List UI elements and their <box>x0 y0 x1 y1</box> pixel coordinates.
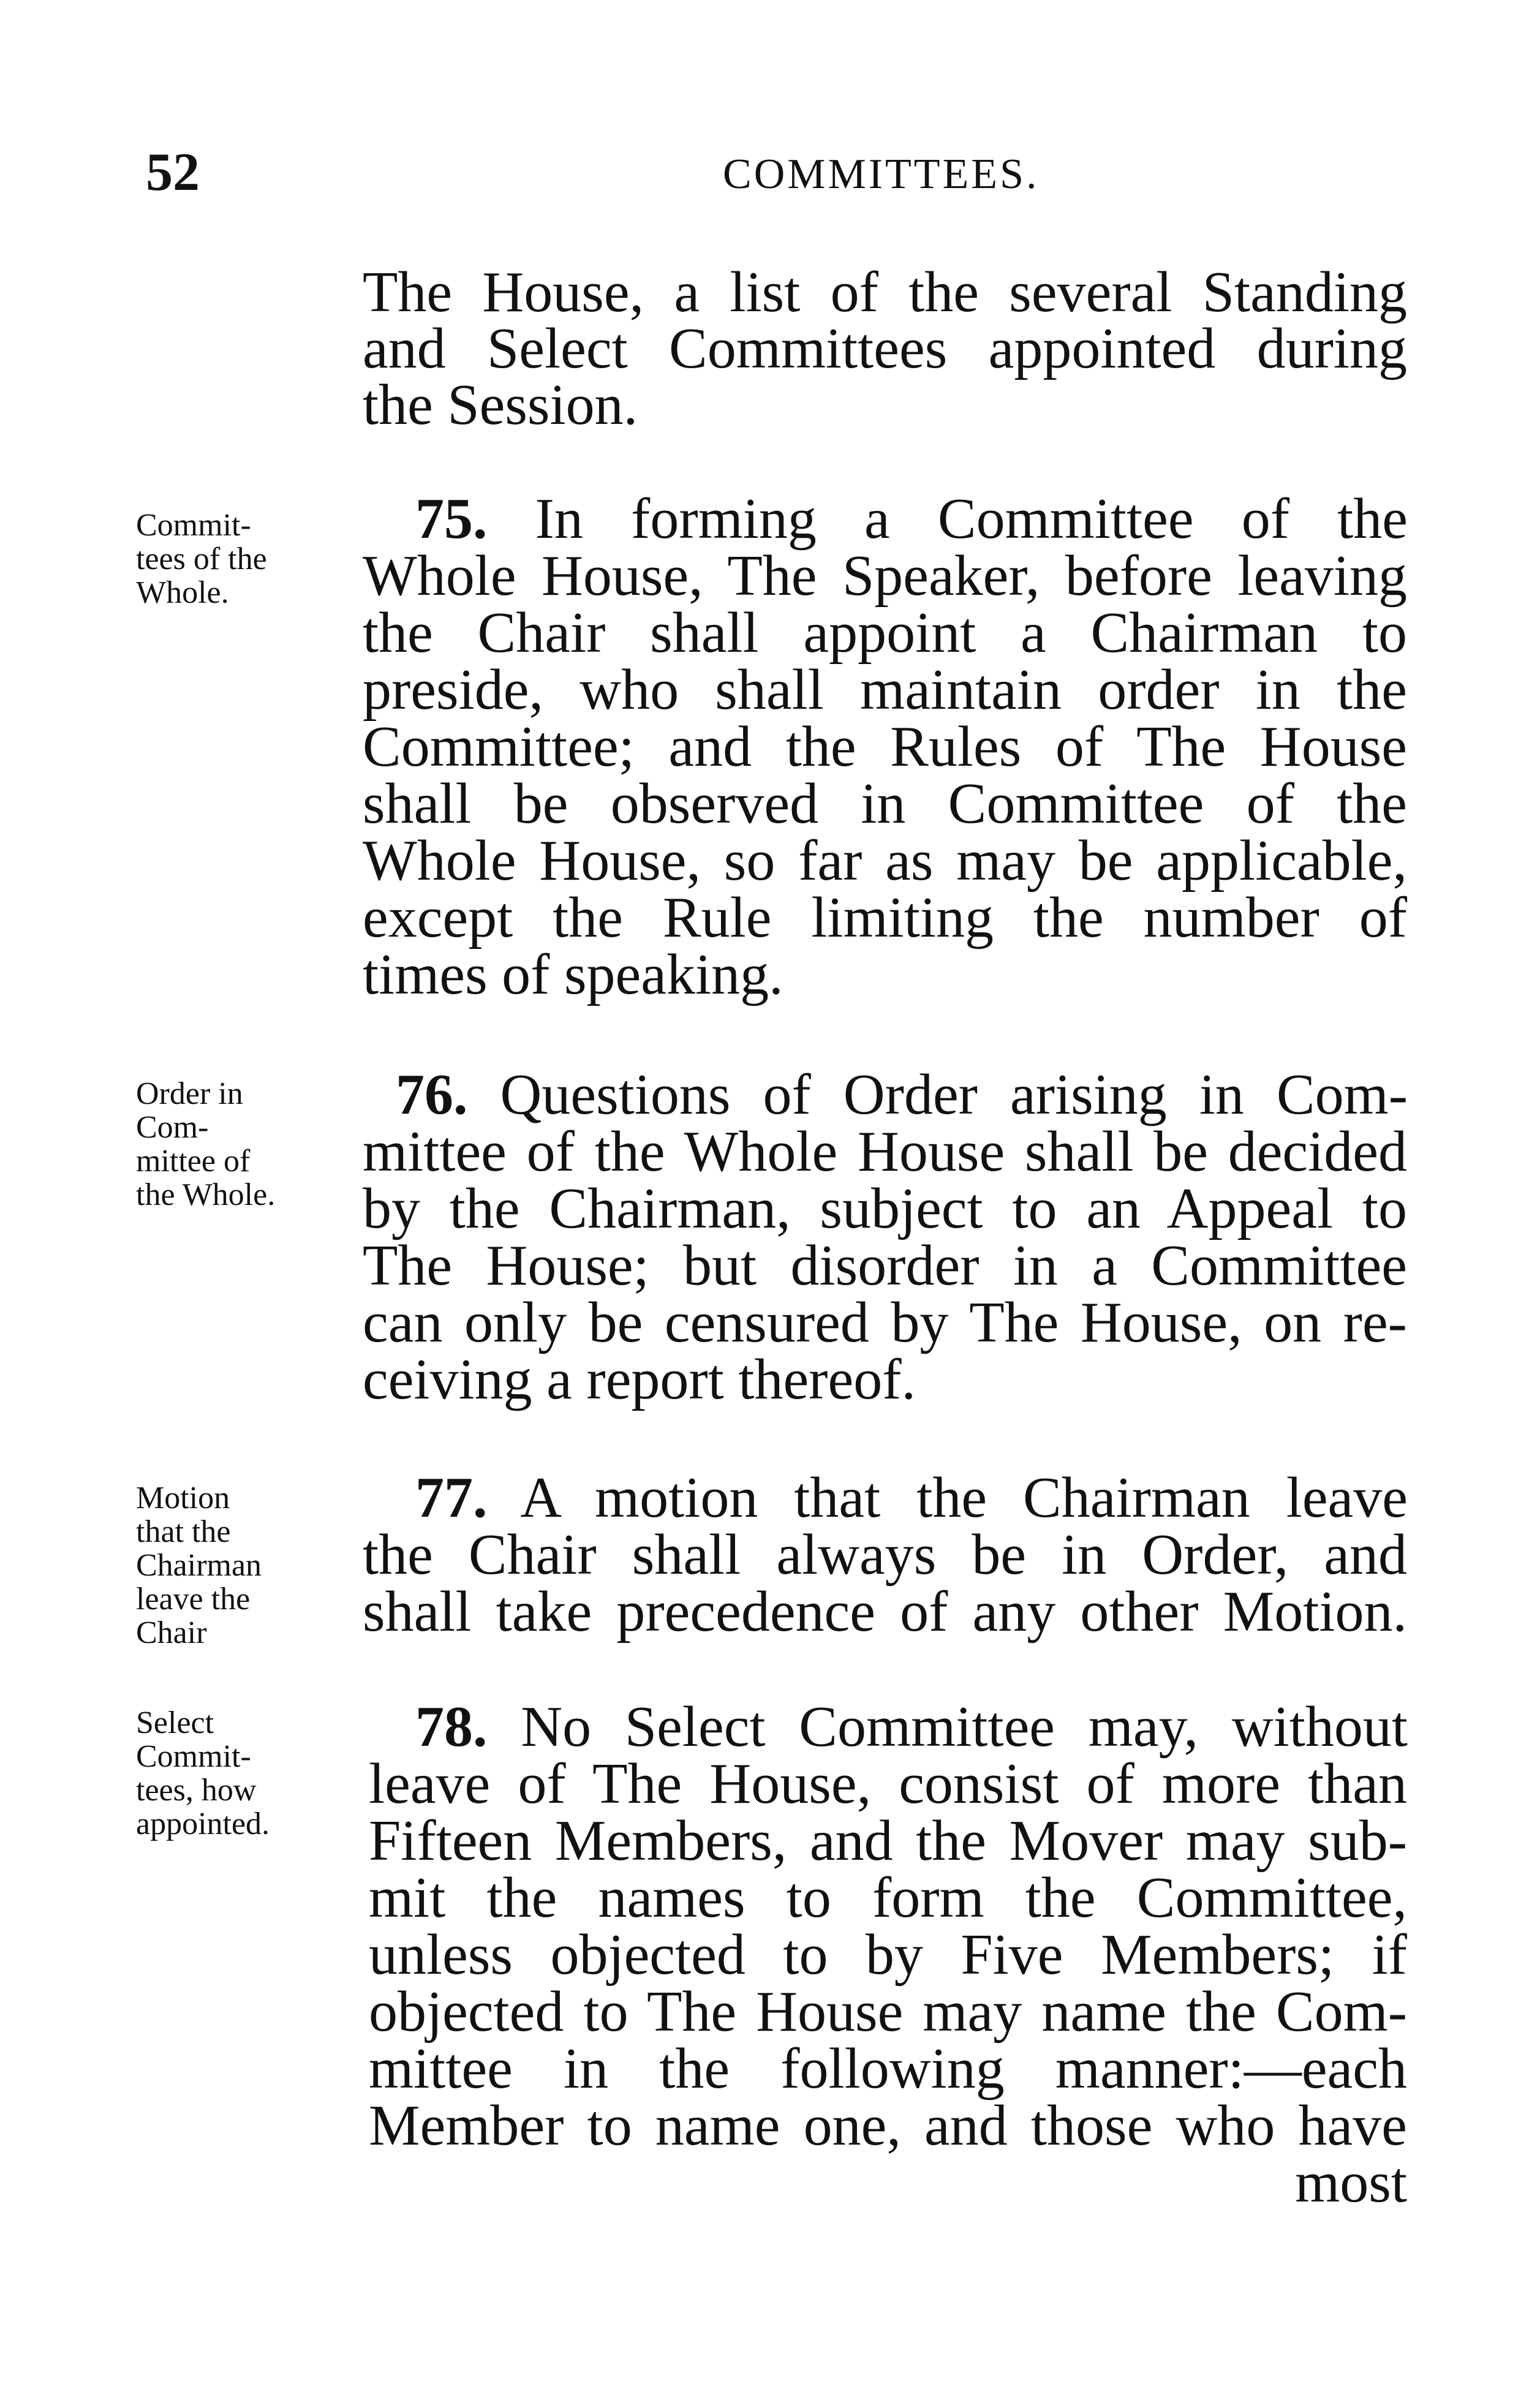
section-line: In forming a Committee of the <box>487 487 1408 551</box>
margin-note-line: Motion <box>136 1481 230 1516</box>
margin-note-75 <box>136 508 369 610</box>
margin-note-line: that the <box>136 1514 231 1550</box>
margin-note-line: mittee of <box>136 1144 251 1179</box>
continuation-line: the Session. <box>363 373 638 437</box>
section-line: mittee of the Whole House shall be decided <box>363 1120 1407 1183</box>
margin-note-line: Select <box>136 1705 214 1740</box>
section-line: the Chair shall always be in Order, and <box>363 1523 1407 1587</box>
continuation-line: The House, a list of the several Standing <box>363 260 1407 324</box>
page-heading: COMMITTEES. <box>723 151 1040 198</box>
margin-note-line: Commit- <box>136 1739 251 1775</box>
page-number: 52 <box>146 143 200 202</box>
catchword: most <box>1295 2151 1407 2214</box>
section-line: mittee in the following manner:—each <box>369 2037 1407 2101</box>
section-line: Fifteen Members, and the Mover may sub- <box>369 1809 1407 1873</box>
section-line: can only be censured by The House, on re- <box>363 1291 1407 1354</box>
section-number: 76. <box>396 1063 468 1127</box>
section-line: mit the names to form the Committee, <box>369 1866 1407 1930</box>
section-line: objected to The House may name the Com- <box>369 1980 1407 2044</box>
margin-note-77 <box>136 1481 369 1650</box>
section-line: Member to name one, and those who have <box>369 2094 1407 2157</box>
margin-note-line: tees of the <box>136 542 267 577</box>
margin-note-line: tees, how <box>136 1773 257 1808</box>
section-line: leave of The House, consist of more than <box>369 1752 1407 1816</box>
section-line: ceiving a report thereof. <box>363 1348 916 1411</box>
margin-note-line: Whole. <box>136 575 229 611</box>
section-number: 77. <box>415 1466 488 1530</box>
margin-note-78 <box>136 1706 369 1841</box>
section-line: unless objected to by Five Members; if <box>369 1923 1407 1987</box>
margin-note-line: Com- <box>136 1110 209 1146</box>
section-line: A motion that the Chairman leave <box>487 1466 1408 1530</box>
margin-note-76 <box>136 1077 369 1212</box>
section-77-first-line <box>415 1466 1408 1530</box>
margin-note-line: Chair <box>136 1615 207 1651</box>
section-78-first-line <box>415 1695 1408 1759</box>
section-76-first-line <box>396 1063 1408 1127</box>
section-line: by the Chairman, subject to an Appeal to <box>363 1177 1407 1240</box>
section-line: Committee; and the Rules of The House <box>363 715 1407 779</box>
section-number: 75. <box>415 487 488 551</box>
section-line: preside, who shall maintain order in the <box>363 658 1407 722</box>
continuation-line: and Select Committees appointed during <box>363 317 1407 380</box>
section-line: Questions of Order arising in Com- <box>467 1063 1408 1127</box>
section-line: the Chair shall appoint a Chairman to <box>363 601 1407 665</box>
margin-note-line: Chairman <box>136 1548 262 1584</box>
margin-note-line: the Whole. <box>136 1177 276 1213</box>
margin-note-line: Commit- <box>136 508 251 543</box>
section-75-first-line <box>415 487 1408 551</box>
section-line: shall take precedence of any other Motion. <box>363 1580 1407 1644</box>
section-line: Whole House, The Speaker, before leaving <box>363 544 1407 608</box>
section-line: shall be observed in Committee of the <box>363 772 1407 836</box>
margin-note-line: Order in <box>136 1076 243 1111</box>
margin-note-line: appointed. <box>136 1806 270 1842</box>
section-line: except the Rule limiting the number of <box>363 886 1407 949</box>
section-line: No Select Committee may, without <box>487 1695 1408 1759</box>
running-head <box>0 0 1540 221</box>
section-number: 78. <box>415 1695 488 1759</box>
section-line: Whole House, so far as may be applicable, <box>363 829 1407 893</box>
section-line: times of speaking. <box>363 943 783 1006</box>
margin-note-line: leave the <box>136 1582 251 1617</box>
section-line: The House; but disorder in a Committee <box>363 1234 1407 1297</box>
